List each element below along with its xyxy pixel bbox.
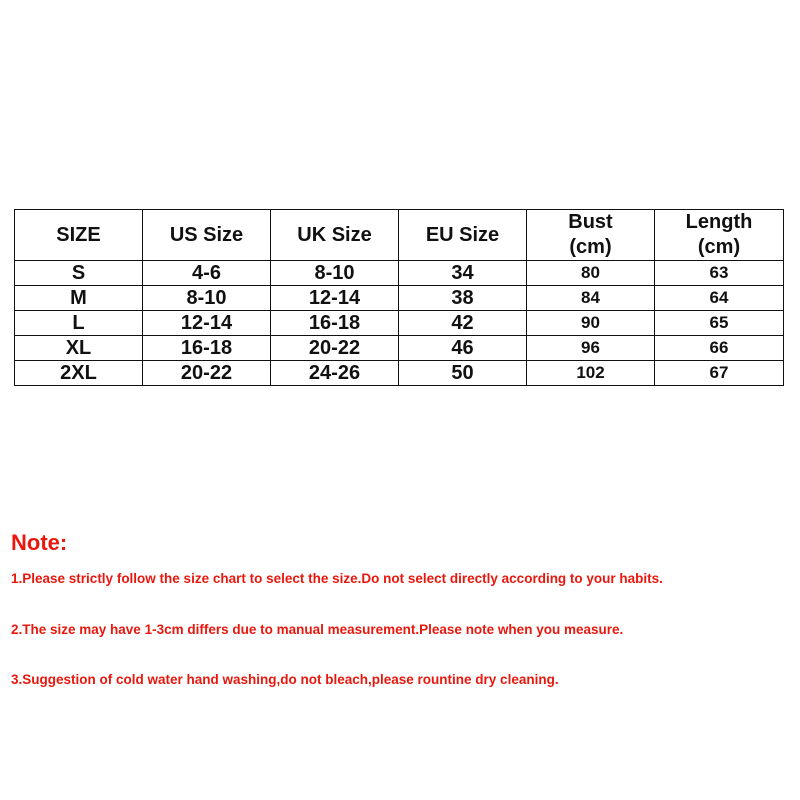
cell-us-size: 4-6 [143,261,271,286]
cell-bust: 96 [527,336,655,361]
cell-size: XL [15,336,143,361]
table-header-row [15,210,784,261]
cell-eu-size: 42 [399,311,527,336]
cell-uk-size: 20-22 [271,336,399,361]
cell-length: 67 [655,361,784,386]
header-us-size: US Size [143,210,271,261]
header-length [655,210,784,261]
header-uk-size: UK Size [271,210,399,261]
cell-length: 64 [655,286,784,311]
table-row [15,311,784,336]
cell-size: 2XL [15,361,143,386]
cell-uk-size: 24-26 [271,361,399,386]
cell-length: 65 [655,311,784,336]
cell-us-size: 16-18 [143,336,271,361]
header-length-line2: (cm) [697,236,741,258]
cell-bust: 84 [527,286,655,311]
header-bust [527,210,655,261]
cell-length: 63 [655,261,784,286]
header-bust-line2: (cm) [569,236,612,258]
header-bust-line1: Bust [568,211,613,233]
note-item-3: 3.Suggestion of cold water hand washing,do not bleach,please rountine dry cleaning. [11,672,559,687]
cell-size: S [15,261,143,286]
cell-bust: 80 [527,261,655,286]
note-title: Note: [11,530,68,555]
note-item-2: 2.The size may have 1-3cm differs due to manual measurement.Please note when you measure. [11,622,624,637]
table-row [15,336,784,361]
header-size: SIZE [15,210,143,261]
cell-eu-size: 46 [399,336,527,361]
cell-eu-size: 50 [399,361,527,386]
table-row [15,261,784,286]
cell-bust: 102 [527,361,655,386]
cell-uk-size: 8-10 [271,261,399,286]
note-item-1: 1.Please strictly follow the size chart to select the size.Do not select directly according to your habits. [11,571,663,586]
cell-bust: 90 [527,311,655,336]
table-row [15,286,784,311]
cell-us-size: 20-22 [143,361,271,386]
cell-eu-size: 38 [399,286,527,311]
cell-length: 66 [655,336,784,361]
table-row [15,361,784,386]
cell-us-size: 12-14 [143,311,271,336]
size-table [14,209,784,386]
cell-size: L [15,311,143,336]
cell-uk-size: 12-14 [271,286,399,311]
cell-uk-size: 16-18 [271,311,399,336]
cell-eu-size: 34 [399,261,527,286]
cell-size: M [15,286,143,311]
cell-us-size: 8-10 [143,286,271,311]
header-eu-size: EU Size [399,210,527,261]
header-length-line1: Length [685,211,753,233]
